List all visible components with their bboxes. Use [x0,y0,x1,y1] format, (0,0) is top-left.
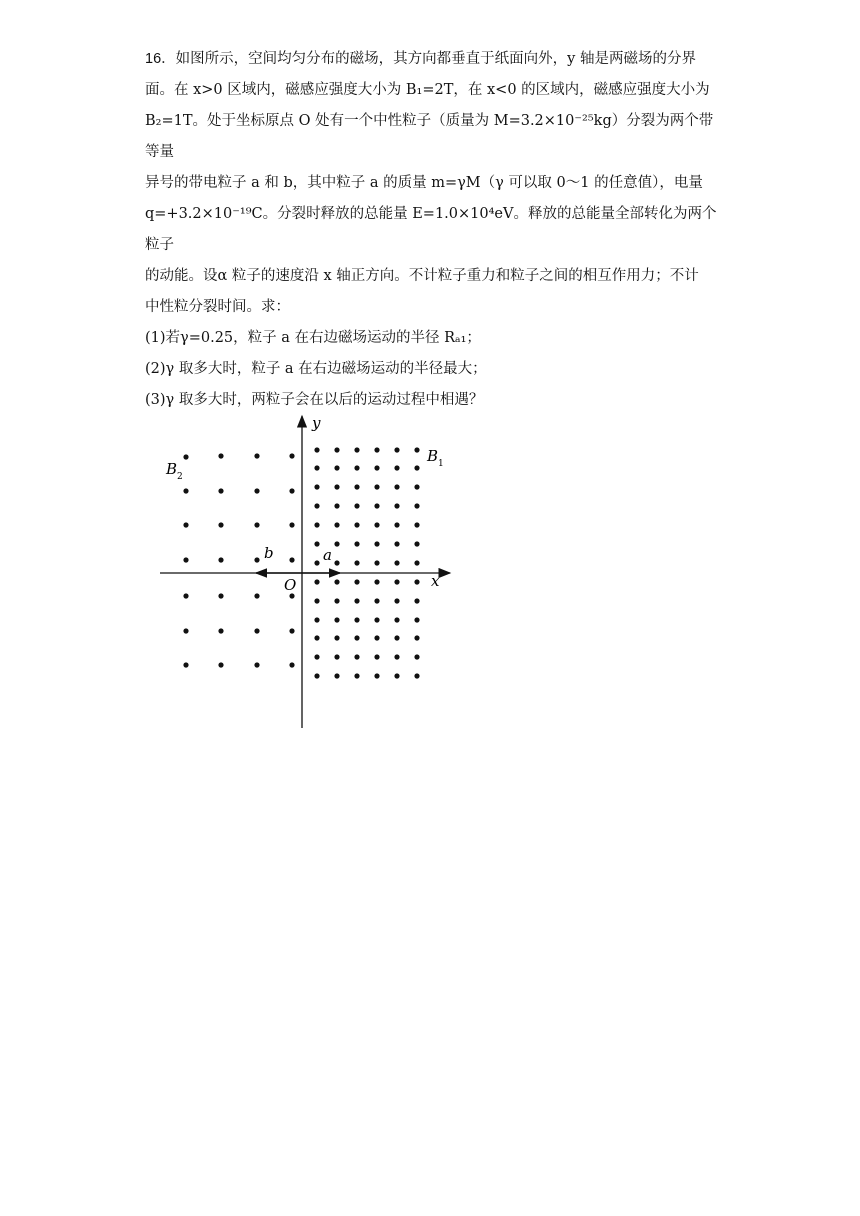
problem-line-3: B₂=1T。处于坐标原点 O 处有一个中性粒子（质量为 M=3.2×10⁻²⁵kg）分裂为两个带等量 [145,113,714,160]
b1-field-dot [334,541,339,546]
b1-field-dot [414,673,419,678]
b1-field-dot [314,484,319,489]
b2-field-dot [289,662,294,667]
b1-field-dot [414,598,419,603]
b1-field-dot [334,560,339,565]
magnetic-field-diagram [150,408,470,738]
b2-label [165,460,183,482]
b1-field-dot [394,654,399,659]
b1-field-dot [334,654,339,659]
b1-field-dot [314,635,319,640]
b1-field-dot [414,617,419,622]
b1-field-dot [354,635,359,640]
b2-field-dot [183,522,188,527]
problem-line-6: 的动能。设α 粒子的速度沿 x 轴正方向。不计粒子重力和粒子之间的相互作用力；不计 [145,268,699,284]
b1-field-dot [394,598,399,603]
b1-field-dot [414,541,419,546]
b1-field-dot [314,673,319,678]
b1-field-dot [414,579,419,584]
b1-field-dot [414,465,419,470]
b1-field-dot [394,484,399,489]
b1-field-dot [334,447,339,452]
question-3: (3)γ 取多大时，两粒子会在以后的运动过程中相遇？ [145,392,484,408]
b1-field-dot [414,447,419,452]
b2-field-dot [289,488,294,493]
b1-field-dot [354,673,359,678]
b1-field-dot [314,654,319,659]
b1-field-dot [314,560,319,565]
b2-field-dot [254,522,259,527]
b1-field-dot [314,579,319,584]
b1-field-dot [334,635,339,640]
b2-field-dot [254,593,259,598]
svg-text:1: 1 [438,459,444,469]
svg-text:B: B [427,447,439,465]
b1-field-dot [374,447,379,452]
b2-field-dot [218,662,223,667]
b2-field-dot [289,557,294,562]
b1-field-dot [334,465,339,470]
b1-field-dot [314,503,319,508]
problem-text [145,44,725,416]
b1-field-dot [334,484,339,489]
origin-label: O [284,576,297,594]
b1-field-dot [354,560,359,565]
y-axis-label: y [312,414,321,432]
problem-number: 16． [145,51,176,67]
b2-field-dot [183,454,188,459]
b1-field-dot [374,635,379,640]
b1-field-dot [374,617,379,622]
b1-field-dot [354,598,359,603]
b1-field-dot [354,503,359,508]
b1-field-dot [354,465,359,470]
b1-field-dot [394,447,399,452]
b1-field-dot [334,579,339,584]
b1-field-dot [374,579,379,584]
b1-field-dot [374,503,379,508]
b1-field-dot [414,635,419,640]
b2-field-dot [289,522,294,527]
particle-b-label: b [264,544,274,562]
b2-field-dot [183,662,188,667]
b1-field-dot [334,522,339,527]
b1-field-dot [374,654,379,659]
b1-field-dot [334,617,339,622]
b1-field-dot [394,522,399,527]
b1-field-dot [374,598,379,603]
diagram-svg [150,408,470,738]
question-2: (2)γ 取多大时，粒子 a 在右边磁场运动的半径最大； [145,361,487,377]
b1-field-dot [354,522,359,527]
b1-field-dot [314,522,319,527]
b1-field-dot [374,522,379,527]
b1-field-dot [334,673,339,678]
b2-field-dot [289,628,294,633]
b1-field-dot [314,617,319,622]
b1-field-dot [394,541,399,546]
b2-field-dots [183,453,297,667]
b1-field-dot [354,541,359,546]
b2-field-dot [218,453,223,458]
b1-field-dot [414,654,419,659]
particle-a-label: a [323,546,332,564]
b1-field-dot [354,654,359,659]
b1-field-dot [314,465,319,470]
b1-field-dot [374,541,379,546]
svg-text:2: 2 [177,472,183,482]
b1-field-dot [394,465,399,470]
b1-field-dot [334,503,339,508]
b2-field-dot [218,557,223,562]
b2-field-dot [254,453,259,458]
b1-field-dot [354,617,359,622]
b1-field-dot [394,560,399,565]
b2-field-dot [254,662,259,667]
problem-line-4: 异号的带电粒子 a 和 b，其中粒子 a 的质量 m=γM（γ 可以取 0～1 的任意值），电量 [145,175,703,191]
b1-field-dot [394,579,399,584]
b2-field-dot [183,628,188,633]
b2-field-dot [183,557,188,562]
b1-field-dot [394,635,399,640]
b1-field-dot [354,447,359,452]
b1-field-dot [374,465,379,470]
b1-field-dot [374,484,379,489]
b1-field-dot [414,522,419,527]
problem-line-7: 中性粒分裂时间。求： [145,299,290,315]
b1-field-dot [394,673,399,678]
b1-field-dot [414,503,419,508]
problem-line-5: q=+3.2×10⁻¹⁹C。分裂时释放的总能量 E=1.0×10⁴eV。释放的总能量全部转化为两个粒子 [145,206,717,253]
b1-field-dot [374,560,379,565]
b1-field-dot [354,484,359,489]
svg-text:B: B [166,460,178,478]
problem-line-1: 16．如图所示，空间均匀分布的磁场，其方向都垂直于纸面向外，y 轴是两磁场的分界 [145,51,696,67]
b1-field-dot [314,598,319,603]
b2-field-dot [183,488,188,493]
x-axis-label: x [431,572,440,590]
b2-field-dot [218,522,223,527]
b2-field-dot [254,628,259,633]
b1-field-dot [394,617,399,622]
b1-field-dot [374,673,379,678]
b2-field-dot [183,593,188,598]
b2-field-dot [218,628,223,633]
b1-label [426,447,444,469]
b2-field-dot [218,593,223,598]
problem-line-2: 面。在 x>0 区域内，磁感应强度大小为 B₁=2T，在 x<0 的区域内，磁感应强度大小为 [145,82,710,98]
b1-field-dot [314,447,319,452]
b1-field-dot [314,541,319,546]
b1-field-dot [414,484,419,489]
b2-field-dot [254,488,259,493]
b2-field-dot [218,488,223,493]
b2-field-dot [254,557,259,562]
b1-field-dot [414,560,419,565]
b2-field-dot [289,453,294,458]
question-1: (1)若γ=0.25，粒子 a 在右边磁场运动的半径 Rₐ₁； [145,330,481,346]
b1-field-dot [354,579,359,584]
b2-field-dot [289,593,294,598]
b1-field-dot [334,598,339,603]
b1-field-dot [394,503,399,508]
